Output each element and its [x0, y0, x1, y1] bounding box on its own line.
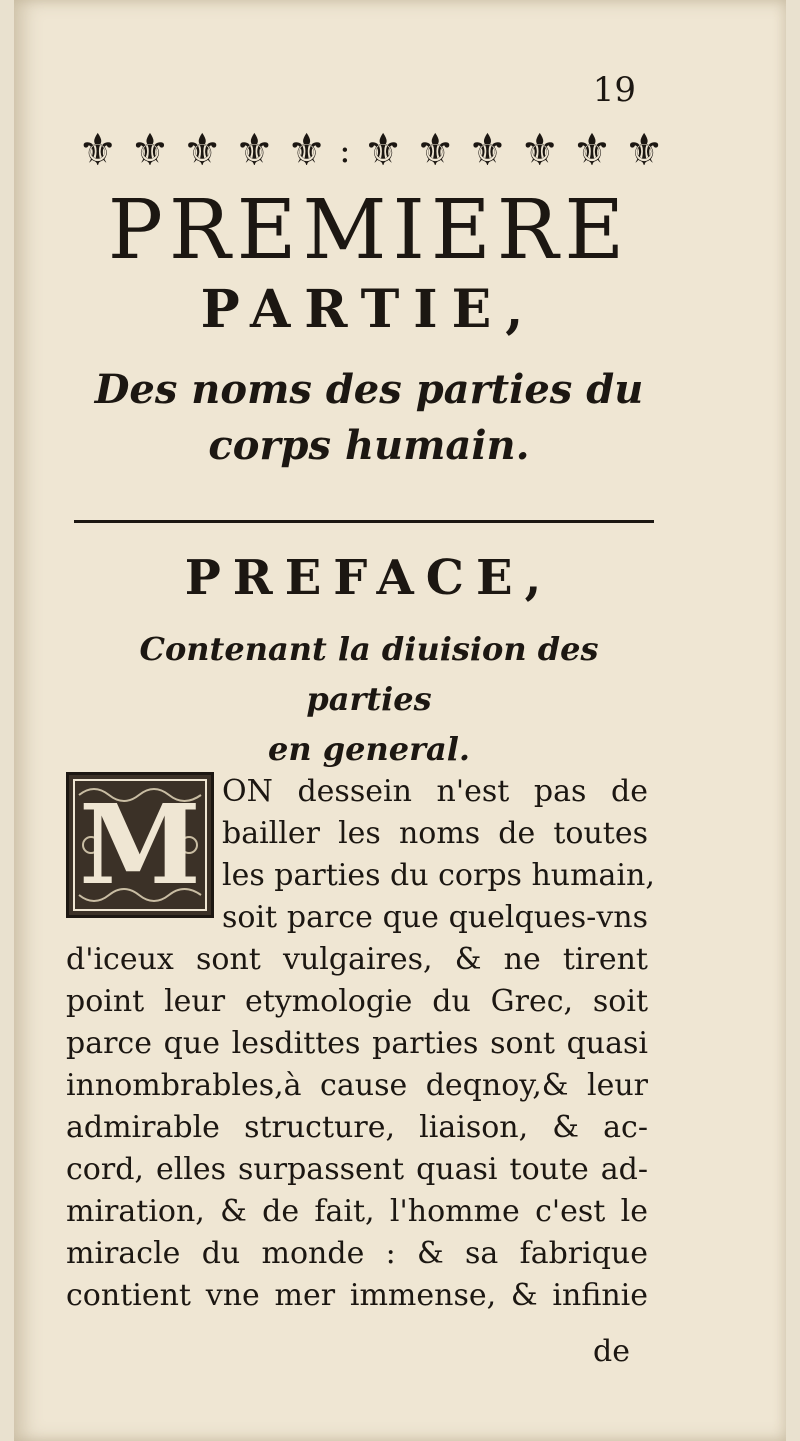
dropcap-letter: M	[79, 780, 201, 909]
catchword: de	[593, 1334, 630, 1369]
fleuron-icon: ⚜	[182, 125, 222, 176]
preface-sub-line-2: en general.	[267, 730, 470, 768]
fleuron-icon: ⚜	[624, 125, 664, 176]
text-line: innombrables,à cause deqnoy,& leur	[66, 1068, 648, 1103]
text-line: parce que lesdittes parties sont quasi	[66, 1026, 648, 1061]
fleuron-icon: ⚜	[234, 125, 275, 176]
fleuron-icon: ⚜	[363, 125, 403, 176]
fleuron-icon: ⚜	[467, 125, 508, 176]
fleuron-icon: ⚜	[572, 125, 612, 176]
text-line: cord, elles surpassent quasi toute ad-	[66, 1152, 648, 1187]
title-premiere: PREMIERE	[107, 183, 631, 278]
text-line: les parties du corps humain,	[222, 858, 655, 893]
ornament-separator: :	[339, 131, 351, 171]
text-line: point leur etymologie du Grec, soit	[66, 984, 648, 1019]
fleuron-icon: ⚜	[78, 125, 118, 176]
fleuron-icon: ⚜	[415, 125, 455, 176]
title-partie: PARTIE,	[200, 279, 538, 340]
book-page	[14, 0, 786, 1441]
text-line: admirable structure, liaison, & ac-	[66, 1110, 648, 1145]
preface-sub-line-1: Contenant la diuision des parties	[139, 630, 599, 718]
horizontal-rule	[74, 520, 654, 523]
fleuron-icon: ⚜	[130, 125, 170, 176]
text-line: d'iceux sont vulgaires, & ne tirent	[66, 942, 648, 977]
page-number: 19	[592, 70, 636, 110]
subtitle-line-1: Des noms des parties du	[94, 366, 644, 413]
decorated-initial	[66, 772, 214, 918]
fleuron-ornament-band	[78, 126, 664, 176]
text-line: contient vne mer immense, & infinie	[66, 1278, 648, 1313]
fleuron-icon: ⚜	[286, 125, 327, 176]
text-line: miration, & de fait, l'homme c'est le	[66, 1194, 648, 1229]
preface-heading: PREFACE,	[184, 550, 554, 606]
subtitle-line-2: corps humain.	[208, 422, 530, 469]
text-line: miracle du monde : & sa fabrique	[66, 1236, 648, 1271]
text-line: soit parce que quelques-vns	[222, 900, 648, 935]
text-line: ON dessein n'est pas de	[222, 774, 648, 809]
text-line: bailler les noms de toutes	[222, 816, 648, 851]
preface-subheading	[74, 624, 664, 774]
fleuron-icon: ⚜	[519, 125, 560, 176]
part-subtitle	[74, 362, 664, 474]
